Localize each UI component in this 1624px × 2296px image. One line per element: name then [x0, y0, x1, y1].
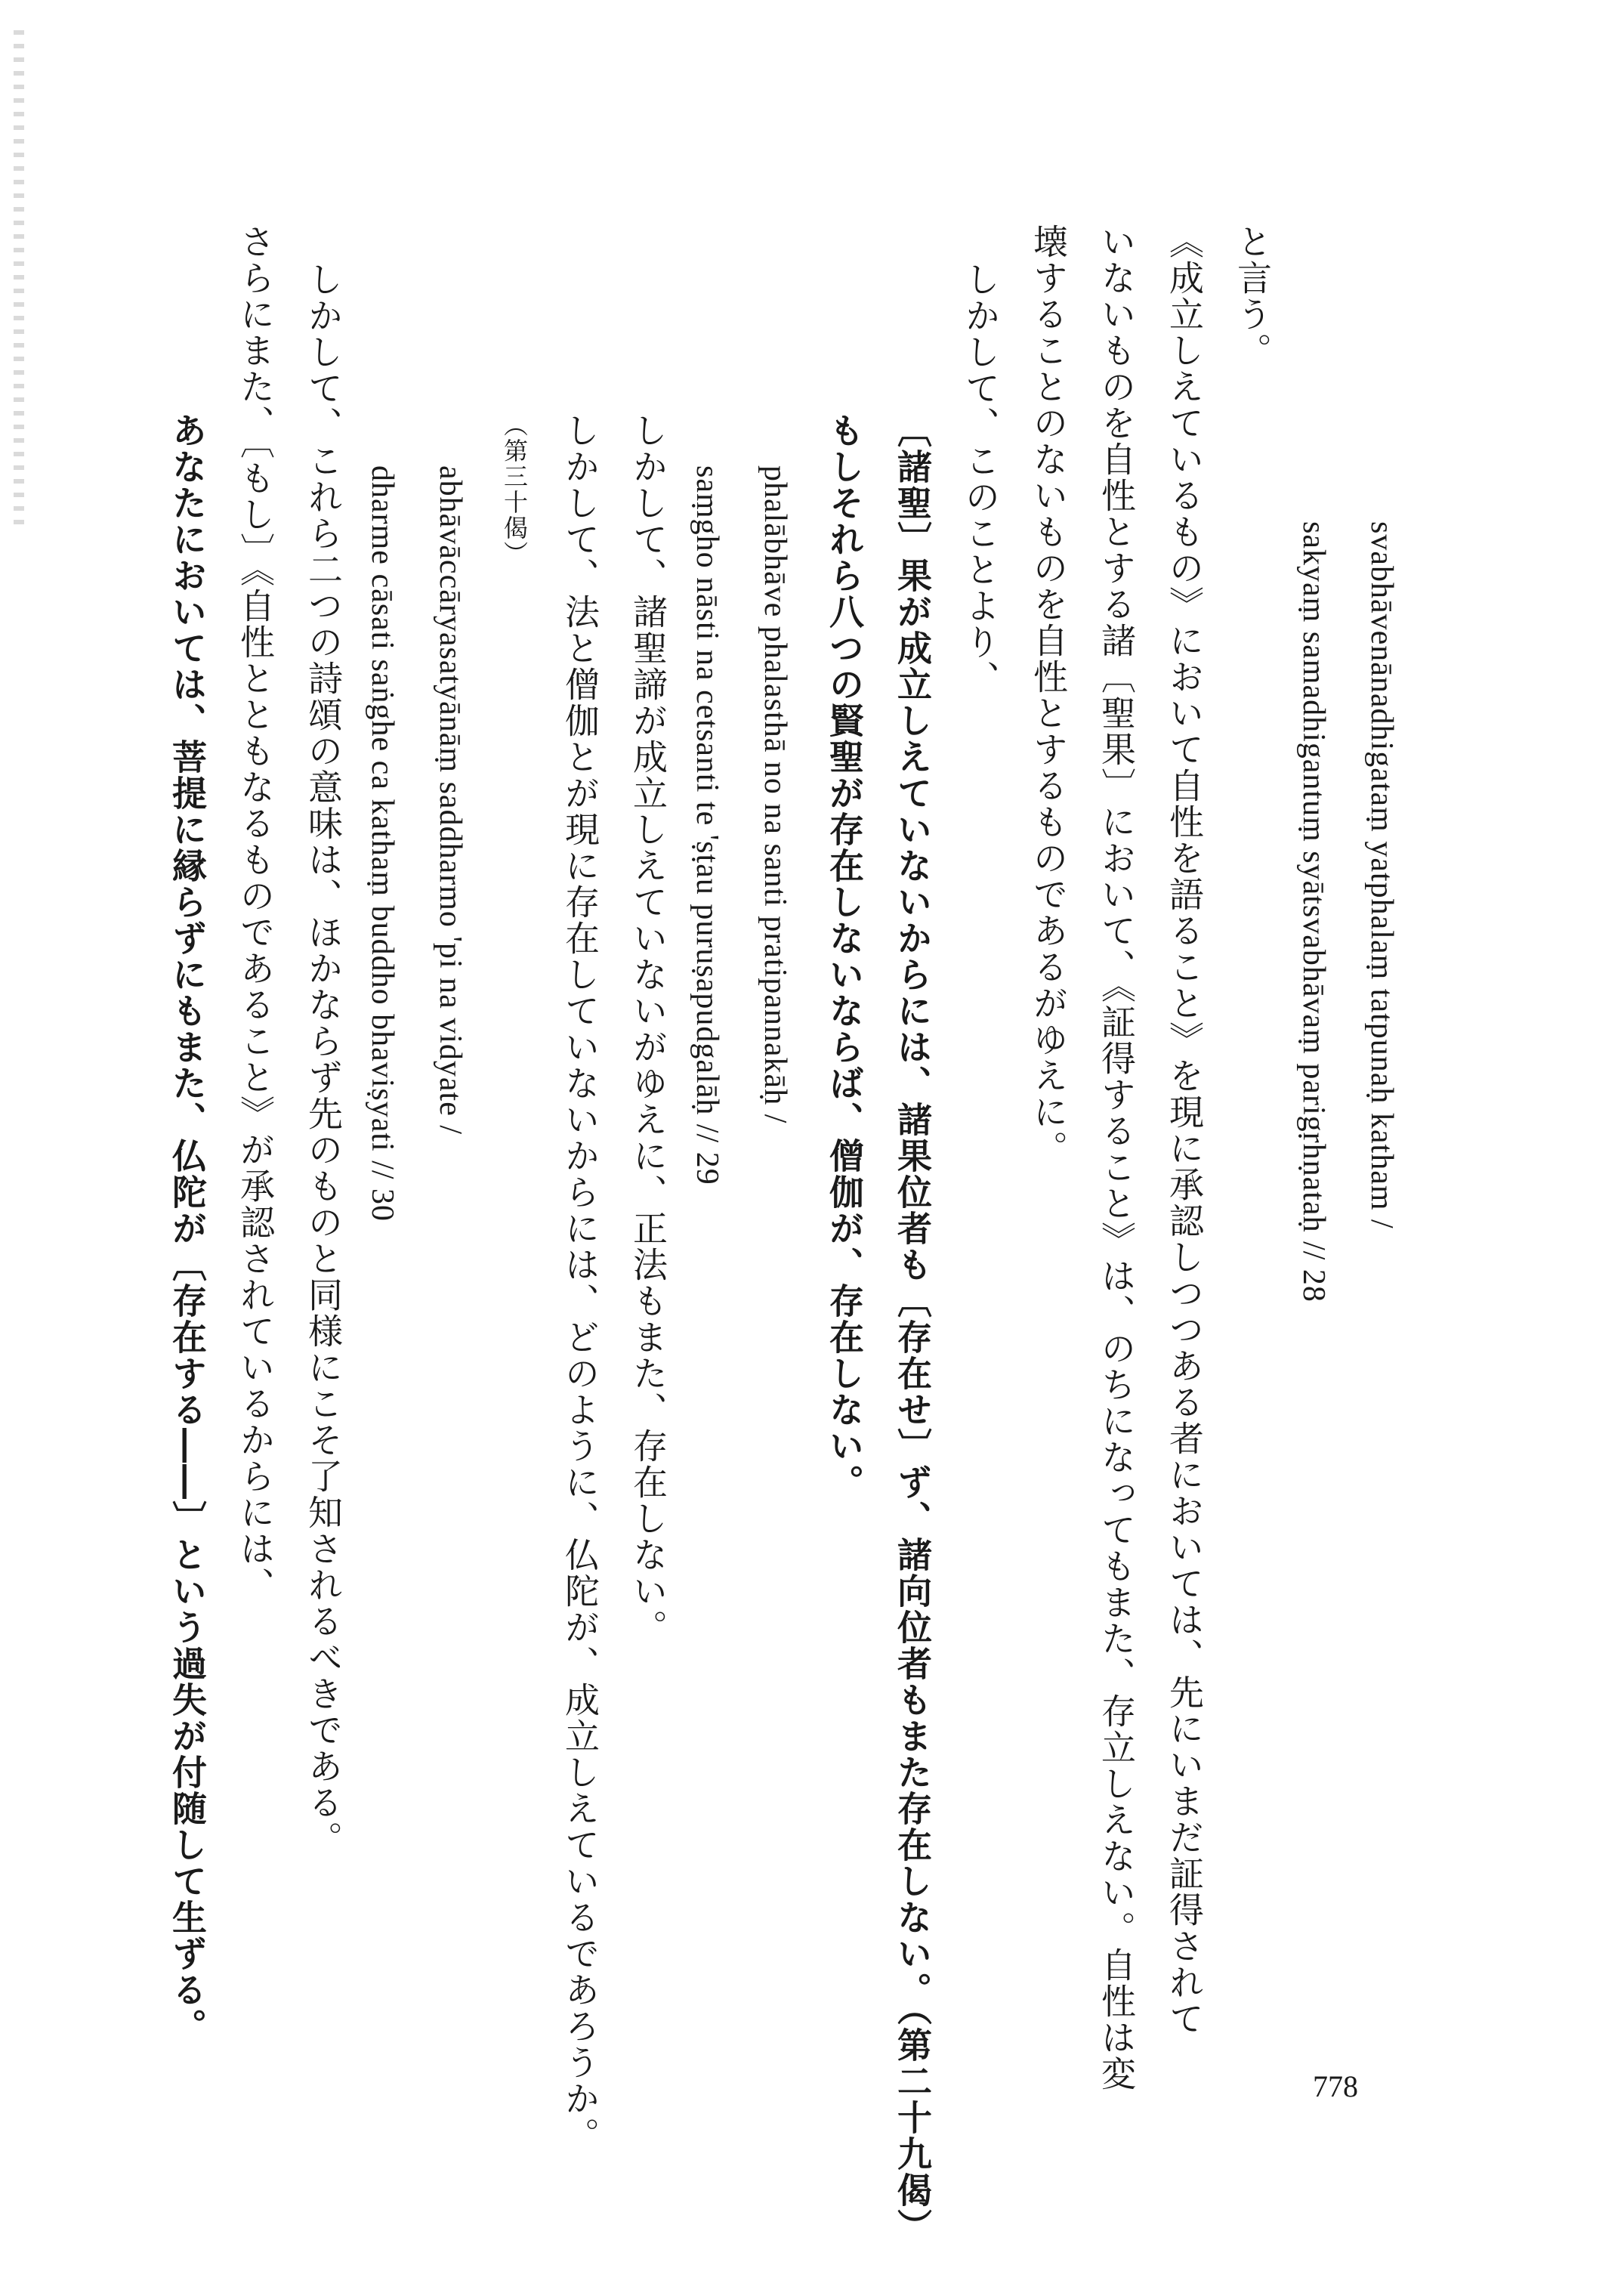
text-line: svabhāvenānadhigataṃ yatphalaṃ tatpunaḥ katham / [1364, 521, 1399, 1229]
text-line: いないものを自性とする諸〔聖果〕において、《証得すること》は、のちになってもまた、存立しえない。自性は変 [1096, 224, 1137, 2092]
text-line: あなたにおいては、菩提に縁らずにもまた、仏陀が〔存在する――〕という過失が付随して生ずる。 [167, 413, 208, 2044]
text-line: sakyaṃ samadhigantuṃ syātsvabhāvaṃ parigṛhṇataḥ // 28 [1296, 521, 1331, 1303]
text-line: しかして、諸聖諦が成立しえていないがゆえに、正法もまた、存在しない。 [628, 413, 668, 1646]
text-line: 〔諸聖〕果が成立しえていないからには、諸果位者も〔存在せ〕ず、諸向位者もまた存在しない。（第二十九偈） [892, 413, 933, 2245]
text-line: しかして、法と僧伽とが現に存在していないからには、どのように、仏陀が、成立しえているであろうか。 [560, 413, 601, 2153]
text-line: さらにまた、〔もし〕《自性とともなるものであること》が承認されているからには、 [235, 224, 276, 1603]
text-line: しかして、このことより、 [960, 261, 1001, 697]
text-line: 《成立しえているもの》において自性を語ること》を現に承認しつつある者においては、先にいまだ証得されて [1164, 224, 1205, 2037]
text-line: （第三十偈） [500, 413, 529, 567]
text-line: phalābhāve phalasthā no na santi pratipannakāḥ / [758, 465, 792, 1124]
text-line: もしそれら八つの賢聖が存在しないならば、僧伽が、存在しない。 [824, 413, 865, 1500]
text-line: しかして、これら二つの詩頌の意味は、ほかならず先のものと同様にこそ了知されるべきである。 [303, 261, 344, 1857]
text-line: saṃgho nāsti na cetsanti te 'ṣṭau puruṣapudgalāḥ // 29 [690, 465, 724, 1185]
text-line: 壊することのないものを自性とするものであるがゆえに。 [1028, 224, 1069, 1167]
text-line: dharme cāsati saṅghe ca kathaṃ buddho bhaviṣyati // 30 [365, 465, 400, 1222]
page-number: 778 [1313, 2069, 1358, 2103]
scan-margin-artifacts [14, 30, 24, 529]
text-line: abhāvāccāryasatyānāṃ saddharmo 'pi na vidyate / [433, 465, 468, 1136]
text-line: と言う。 [1232, 224, 1273, 369]
